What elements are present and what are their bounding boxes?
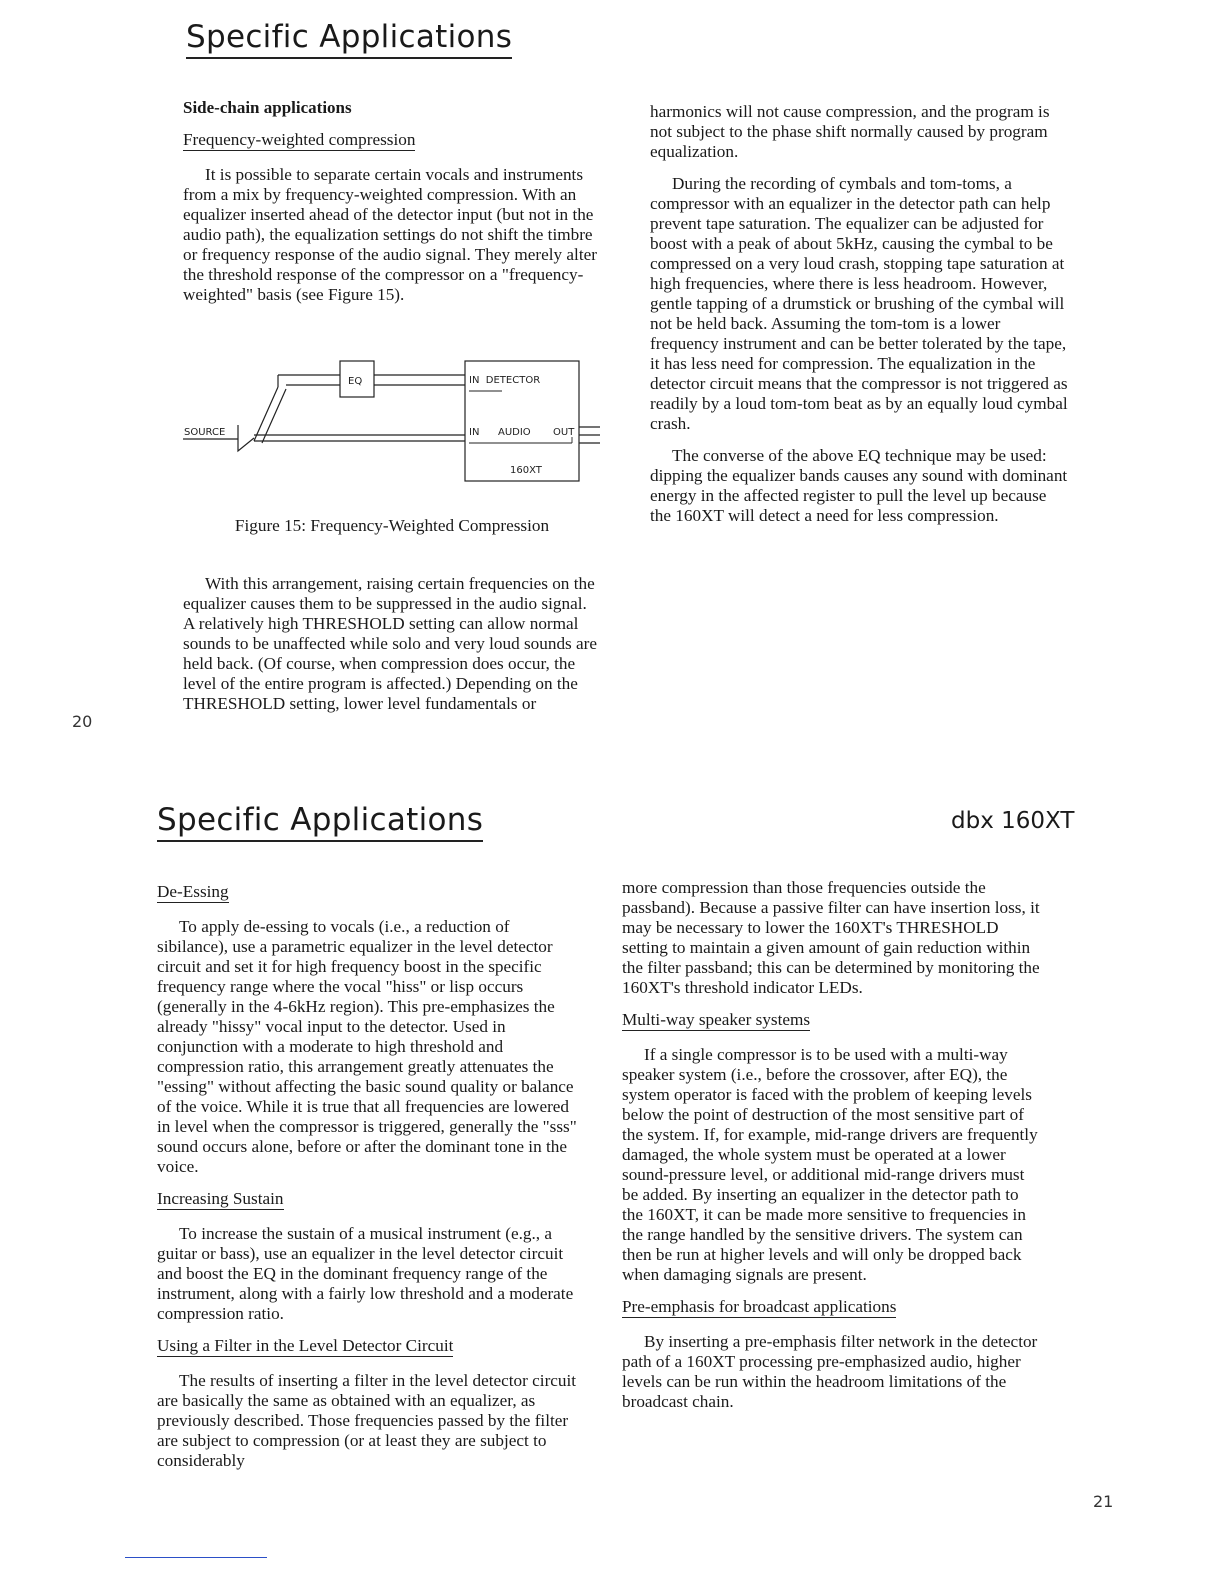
page20-left-column-lower	[183, 574, 601, 726]
page20-left-column	[183, 98, 601, 317]
page20-title: Specific Applications	[186, 20, 512, 59]
paragraph-converse: The converse of the above EQ technique may be used: dipping the equalizer bands causes any sound with dominant energy in the affected register to pull the level up because the 160XT will detect a need for less compression.	[650, 446, 1068, 525]
brand-label: dbx 160XT	[951, 808, 1075, 834]
paragraph-increasing-sustain: To increase the sustain of a musical instrument (e.g., a guitar or bass), use an equalizer in the level detector circuit and boost the EQ in the dominant frequency range of the instrument, along with a fairly low threshold and a moderate compression ratio.	[157, 1224, 574, 1323]
paragraph-passband: more compression than those frequencies outside the passband). Because a passive filter can have insertion loss, it may be necessary to lower the 160XT's THRESHOLD setting to maintain a given amount of gain reduction within the filter passband; this can be determined by monitoring the 160XT's threshold indicator LEDs.	[622, 878, 1040, 997]
figure-15-caption: Figure 15: Frequency-Weighted Compression	[234, 516, 550, 535]
page-number-21: 21	[1093, 1492, 1114, 1511]
paragraph-arrangement: With this arrangement, raising certain frequencies on the equalizer causes them to be suppressed in the audio signal. A relatively high THRESHOLD setting can allow normal sounds to be unaffected while solo and very loud sounds are held back. (Of course, when compression does occur, the level of the entire program is affected.) Depending on the THRESHOLD setting, lower level fundamentals or	[183, 574, 598, 713]
footer-rule	[125, 1557, 267, 1558]
subheading-frequency-weighted: Frequency-weighted compression	[183, 130, 416, 149]
subheading-pre-emphasis: Pre-emphasis for broadcast applications	[622, 1297, 897, 1316]
paragraph-frequency-weighted: It is possible to separate certain vocals and instruments from a mix by frequency-weighted compression. With an equalizer inserted ahead of the detector input (but not in the audio path), the equalization settings do not shift the timbre or frequency response of the audio signal. They merely alter the threshold response of the compressor on a "frequency-weighted" basis (see Figure 15).	[183, 165, 597, 304]
paragraph-cymbals: During the recording of cymbals and tom-toms, a compressor with an equalizer in the detector path can help prevent tape saturation. The equalizer can be adjusted for boost with a peak of about 5kHz, causing the cymbal to be compressed on a very loud crash, stopping tape saturation at high frequencies, where there is less headroom. However, gentle tapping of a drumstick or brushing of the cymbal will not be held back. Assuming the tom-tom is a lower frequency instrument and can be better tolerated by the tape, it has less need for compression. The equalization in the detector circuit means that the compressor is not triggered as readily by a loud tom-tom beat as by an equally loud cymbal crash.	[650, 174, 1068, 433]
subheading-filter-level-detector: Using a Filter in the Level Detector Circuit	[157, 1336, 454, 1355]
paragraph-pre-emphasis: By inserting a pre-emphasis filter network in the detector path of a 160XT processing pre-emphasized audio, higher levels can be run within the headroom limitations of the broadcast chain.	[622, 1332, 1038, 1411]
paragraph-harmonics: harmonics will not cause compression, and the program is not subject to the phase shift normally caused by program equalization.	[650, 102, 1050, 161]
audio-label: AUDIO	[498, 427, 531, 438]
in-label: IN	[469, 427, 480, 438]
subheading-multi-way: Multi-way speaker systems	[622, 1010, 811, 1029]
section-heading-side-chain: Side-chain applications	[183, 98, 352, 117]
page21-right-column	[622, 878, 1040, 1424]
page21-left-column	[157, 882, 577, 1483]
eq-label: EQ	[348, 376, 363, 387]
model-label: 160XT	[510, 465, 542, 476]
source-label: SOURCE	[184, 427, 226, 438]
page20-right-column	[650, 102, 1068, 538]
subheading-de-essing: De-Essing	[157, 882, 229, 901]
page21-title: Specific Applications	[157, 803, 483, 842]
out-label: OUT	[553, 427, 575, 438]
paragraph-filter-level-detector: The results of inserting a filter in the level detector circuit are basically the same as obtained with an equalizer, as previously described. Those frequencies passed by the filter are subject to compression (or at least they are subject to considerably	[157, 1371, 577, 1470]
in-detector-label: IN DETECTOR	[469, 375, 541, 386]
paragraph-multi-way: If a single compressor is to be used with a multi-way speaker system (i.e., before the crossover, after EQ), the system operator is faced with the problem of keeping levels below the point of destruction of the most sensitive part of the system. If, for example, mid-range drivers are frequently damaged, the whole system must be operated at a lower sound-pressure level, or additional mid-range drivers must be added. By inserting an equalizer in the detector path to the 160XT, it can be made more sensitive to frequencies in the range handled by the sensitive drivers. The system can then be run at higher levels and will only be dropped back when damaging signals are present.	[622, 1045, 1038, 1284]
paragraph-de-essing: To apply de-essing to vocals (i.e., a reduction of sibilance), use a parametric equalizer in the level detector circuit and set it for high frequency boost in the specific frequency range where the vocal "hiss" or lisp occurs (generally in the 4-6kHz region). This pre-emphasizes the already "hissy" vocal input to the detector. Used in conjunction with a moderate to high threshold and compression ratio, this arrangement greatly attenuates the "essing" without affecting the basic sound quality or balance of the voice. While it is true that all frequencies are lowered in level when the compressor is triggered, generally the "sss" sound occurs alone, before or after the dominant tone in the voice.	[157, 917, 577, 1176]
page-number-20: 20	[72, 712, 93, 731]
figure-15-diagram	[180, 355, 610, 490]
subheading-increasing-sustain: Increasing Sustain	[157, 1189, 284, 1208]
